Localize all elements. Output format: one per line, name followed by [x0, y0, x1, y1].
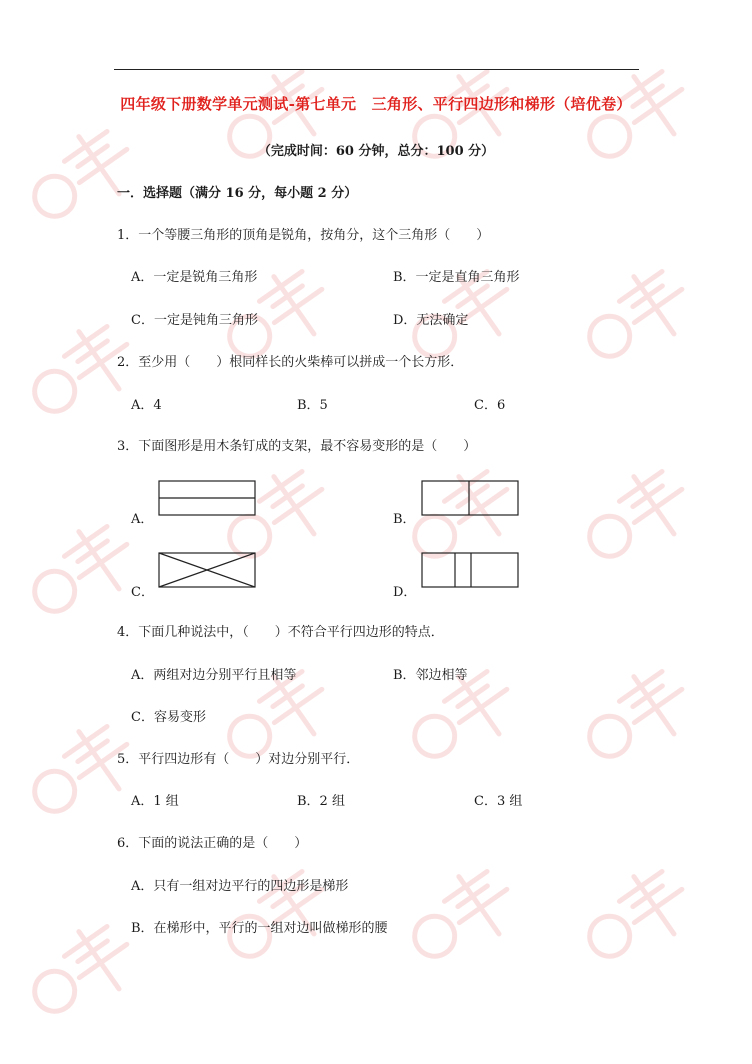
q5-option-b[interactable]: B．2 组: [297, 794, 345, 809]
watermark-stamp: [390, 40, 540, 190]
q4-option-b[interactable]: B．邻边相等: [393, 668, 468, 683]
page-subtitle: （完成时间：60 分钟，总分：100 分）: [257, 144, 495, 159]
question-1: 1．一个等腰三角形的顶角是锐角，按角分，这个三角形（ ）: [117, 228, 490, 243]
watermark-stamp: [565, 640, 715, 790]
watermark-stamp: [565, 840, 715, 990]
q3-figure-c: [158, 552, 258, 590]
q1-option-a[interactable]: A．一定是锐角三角形: [131, 270, 258, 285]
watermark-stamp: [205, 640, 355, 790]
question-4: 4．下面几种说法中，（ ）不符合平行四边形的特点．: [117, 625, 444, 640]
q3-figure-a: [158, 480, 258, 518]
q2-option-b[interactable]: B．5: [297, 398, 328, 413]
q3-figure-b: [421, 480, 521, 518]
section-heading: 一．选择题（满分 16 分，每小题 2 分）: [117, 186, 358, 201]
watermark-stamp: [565, 440, 715, 590]
watermark-stamp: [205, 840, 355, 990]
watermark-stamp: [205, 40, 355, 190]
watermark-stamp: [390, 840, 540, 990]
watermark-stamp: [565, 240, 715, 390]
q1-option-c[interactable]: C．一定是钝角三角形: [131, 313, 258, 328]
q2-option-c[interactable]: C．6: [474, 398, 506, 413]
page-title: 四年级下册数学单元测试-第七单元 三角形、平行四边形和梯形（培优卷）: [120, 95, 632, 113]
header-rule: [114, 69, 639, 70]
question-5: 5．平行四边形有（ ）对边分别平行．: [117, 752, 360, 767]
q3-option-a[interactable]: A．: [131, 512, 154, 527]
watermark-stamp: [390, 640, 540, 790]
q3-option-d[interactable]: D．: [393, 585, 417, 600]
question-6: 6．下面的说法正确的是（ ）: [117, 836, 308, 851]
q6-option-a[interactable]: A．只有一组对边平行的四边形是梯形: [131, 879, 349, 894]
q3-figure-d: [421, 552, 521, 590]
q2-option-a[interactable]: A．4: [131, 398, 162, 413]
q1-option-b[interactable]: B．一定是直角三角形: [393, 270, 520, 285]
q5-option-a[interactable]: A．1 组: [131, 794, 179, 809]
q6-option-b[interactable]: B．在梯形中，平行的一组对边叫做梯形的腰: [131, 921, 388, 936]
q4-option-a[interactable]: A．两组对边分别平行且相等: [131, 668, 297, 683]
question-2: 2．至少用（ ）根同样长的火柴棒可以拼成一个长方形．: [117, 355, 464, 370]
watermark-stamp: [565, 40, 715, 190]
q3-option-c[interactable]: C．: [131, 585, 154, 600]
q1-option-d[interactable]: D．无法确定: [393, 313, 469, 328]
q4-option-c[interactable]: C．容易变形: [131, 710, 206, 725]
q5-option-c[interactable]: C．3 组: [474, 794, 523, 809]
q3-option-b[interactable]: B．: [393, 512, 416, 527]
question-3: 3．下面图形是用木条钉成的支架，最不容易变形的是（ ）: [117, 439, 477, 454]
